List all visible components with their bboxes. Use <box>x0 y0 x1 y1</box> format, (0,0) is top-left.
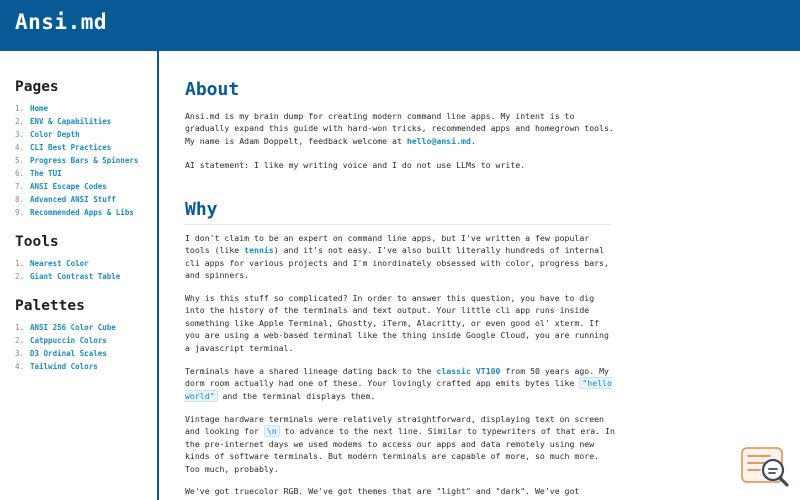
why-paragraph-4 <box>185 413 615 475</box>
sidebar-item-number: 8. <box>15 195 25 204</box>
sidebar-item-d3-ordinal-scales[interactable] <box>15 347 116 360</box>
help-search-icon[interactable] <box>740 445 792 489</box>
sidebar-item-tailwind-colors[interactable] <box>15 360 116 373</box>
ai-statement: AI statement: I like my writing voice and I do not use LLMs to write. <box>185 160 526 170</box>
sidebar-item-home[interactable] <box>15 102 138 115</box>
sidebar-item-link[interactable]: Catppuccin Colors <box>30 336 107 345</box>
sidebar-item-link[interactable]: Nearest Color <box>30 259 89 268</box>
sidebar-item-number: 4. <box>15 143 25 152</box>
why-paragraph-3 <box>185 365 615 402</box>
sidebar-list-pages <box>15 102 138 219</box>
sidebar-item-link[interactable]: The TUI <box>30 169 62 178</box>
sidebar-item-link[interactable]: Tailwind Colors <box>30 362 98 371</box>
sidebar-item-link[interactable]: Color Depth <box>30 130 80 139</box>
sidebar-item-link[interactable]: D3 Ordinal Scales <box>30 349 107 358</box>
sidebar-item-number: 1. <box>15 323 25 332</box>
sidebar-item-link[interactable]: CLI Best Practices <box>30 143 112 152</box>
why-paragraph-5: We've got truecolor RGB. We've got themes that are "light" and "dark". We've got <box>185 486 580 496</box>
sidebar-nav <box>0 51 159 500</box>
sidebar-item-catppuccin-colors[interactable] <box>15 334 116 347</box>
sidebar-item-number: 1. <box>15 104 25 113</box>
sidebar-heading-palettes: Palettes <box>15 298 85 314</box>
sidebar-item-number: 6. <box>15 169 25 178</box>
email-link[interactable]: hello@ansi.md <box>406 135 471 146</box>
about-text-before: Ansi.md is my brain dump for creating modern command line apps. My intent is to gradually expand this guide with hard-won tricks, recommended apps and homegrown tools. My name is Adam Doppelt, feedback welcome at <box>185 111 614 146</box>
sidebar-item-ansi-256-color-cube[interactable] <box>15 321 116 334</box>
why-paragraph-1 <box>185 232 615 282</box>
why-paragraph-2: Why is this stuff so complicated? In order to answer this question, you have to dig into the history of the terminals and text output. Your little cli app runs inside something like Apple Terminal, Ghostty, iTerm, Alacritty, or even good ol' xterm. If you are using a web-based terminal like the thing inside Google Cloud, you are running a javascript terminal. <box>185 293 609 353</box>
sidebar-item-number: 2. <box>15 117 25 126</box>
main-content <box>185 51 615 500</box>
vt100-link[interactable]: classic VT100 <box>436 366 501 376</box>
sidebar-item-link[interactable]: Recommended Apps & Libs <box>30 208 134 217</box>
sidebar-item-link[interactable]: ANSI 256 Color Cube <box>30 323 116 332</box>
why-p3-after: and the terminal displays them. <box>217 390 376 401</box>
sidebar-item-number: 7. <box>15 182 25 191</box>
tennis-link[interactable]: tennis <box>244 245 274 256</box>
sidebar-item-number: 3. <box>15 349 25 358</box>
sidebar-item-ansi-escape-codes[interactable] <box>15 180 138 193</box>
sidebar-item-number: 2. <box>15 336 25 345</box>
sidebar-item-recommended-apps-libs[interactable] <box>15 206 138 219</box>
sidebar-item-link[interactable]: Home <box>30 104 49 113</box>
why-p4-before: Vintage hardware terminals were relatively straightforward, displaying text on screen and looking for <box>185 414 604 437</box>
sidebar-list-palettes <box>15 321 116 373</box>
why-p1-before: I don't claim to be an expert on command line apps, but I've written a few popular tools (like <box>185 233 590 256</box>
sidebar-item-link[interactable]: ENV & Capabilities <box>30 117 112 126</box>
sidebar-item-link[interactable]: Progress Bars & Spinners <box>30 156 139 165</box>
sidebar-item-number: 5. <box>15 156 25 165</box>
about-paragraph <box>185 110 615 147</box>
sidebar-list-tools <box>15 257 120 283</box>
sidebar-item-number: 1. <box>15 259 25 268</box>
why-p3-middle: from 50 years ago. My dorm room actually had one of these. Your lovingly crafted app emits bytes like <box>185 366 609 389</box>
sidebar-item-link[interactable]: Giant Contrast Table <box>30 272 121 281</box>
sidebar-item-number: 3. <box>15 130 25 139</box>
site-brand[interactable]: Ansi.md <box>15 10 108 34</box>
why-p3-before: Terminals have a shared lineage dating back to the <box>185 366 437 376</box>
newline-code: \n <box>264 425 280 437</box>
site-header <box>0 0 800 51</box>
sidebar-heading-tools: Tools <box>15 234 59 250</box>
sidebar-item-the-tui[interactable] <box>15 167 138 180</box>
sidebar-item-link[interactable]: ANSI Escape Codes <box>30 182 107 191</box>
sidebar-item-progress-bars-spinners[interactable] <box>15 154 138 167</box>
sidebar-item-giant-contrast-table[interactable] <box>15 270 120 283</box>
sidebar-item-color-depth[interactable] <box>15 128 138 141</box>
sidebar-item-env-capabilities[interactable] <box>15 115 138 128</box>
sidebar-item-number: 9. <box>15 208 25 217</box>
why-heading: Why <box>185 199 611 225</box>
why-p1-after: ) and it's not easy. I've also built literally hundreds of internal cli apps for various projects and I'm inordinately obsessed with color, progress bars, and spinners. <box>185 245 609 281</box>
hello-world-code: "hello world" <box>185 378 612 401</box>
about-heading: About <box>185 79 240 100</box>
about-text-after: . <box>470 135 476 146</box>
why-p4-after: to advance to the next line. Similar to typewriters of that era. In the pre-internet days we used modems to access our apps and data remotely using new kinds of software terminals. But modern terminals are capable of more, so much more. Too much, probably. <box>185 426 615 474</box>
sidebar-item-cli-best-practices[interactable] <box>15 141 138 154</box>
sidebar-heading-pages: Pages <box>15 79 59 95</box>
sidebar-item-advanced-ansi-stuff[interactable] <box>15 193 138 206</box>
sidebar-item-number: 2. <box>15 272 25 281</box>
sidebar-item-link[interactable]: Advanced ANSI Stuff <box>30 195 116 204</box>
sidebar-item-nearest-color[interactable] <box>15 257 120 270</box>
sidebar-item-number: 4. <box>15 362 25 371</box>
